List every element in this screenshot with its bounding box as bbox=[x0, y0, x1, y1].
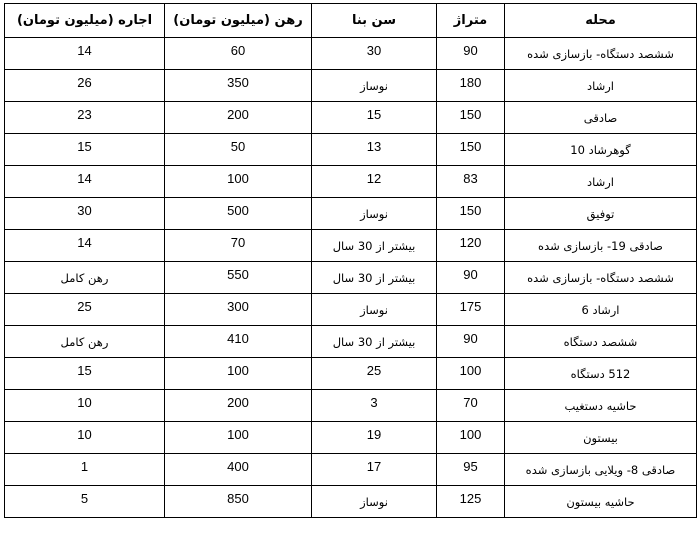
cell-neighborhood: صادقی 8- ویلایی بازسازی شده bbox=[505, 454, 697, 486]
cell-deposit: 350 bbox=[165, 70, 312, 102]
cell-building-age: نوساز bbox=[312, 294, 437, 326]
table-body bbox=[5, 38, 697, 518]
cell-neighborhood: حاشیه دستغیب bbox=[505, 390, 697, 422]
cell-neighborhood: صادقی bbox=[505, 102, 697, 134]
cell-building-age: 13 bbox=[312, 134, 437, 166]
cell-neighborhood: ششصد دستگاه bbox=[505, 326, 697, 358]
cell-neighborhood: بیستون bbox=[505, 422, 697, 454]
table-row bbox=[5, 294, 697, 326]
cell-rent: 5 bbox=[5, 486, 165, 518]
cell-area: 150 bbox=[437, 198, 505, 230]
cell-building-age: 19 bbox=[312, 422, 437, 454]
header-area: متراژ bbox=[437, 4, 505, 38]
cell-area: 90 bbox=[437, 262, 505, 294]
cell-neighborhood: ارشاد bbox=[505, 166, 697, 198]
cell-area: 150 bbox=[437, 134, 505, 166]
cell-neighborhood: ارشاد bbox=[505, 70, 697, 102]
cell-building-age: 15 bbox=[312, 102, 437, 134]
header-building-age: سن بنا bbox=[312, 4, 437, 38]
cell-neighborhood: گوهرشاد 10 bbox=[505, 134, 697, 166]
table-row bbox=[5, 230, 697, 262]
table-row bbox=[5, 358, 697, 390]
cell-rent: 14 bbox=[5, 38, 165, 70]
table-row bbox=[5, 166, 697, 198]
cell-building-age: 17 bbox=[312, 454, 437, 486]
cell-area: 150 bbox=[437, 102, 505, 134]
table-row bbox=[5, 102, 697, 134]
cell-deposit: 400 bbox=[165, 454, 312, 486]
cell-rent: رهن کامل bbox=[5, 326, 165, 358]
cell-neighborhood: صادقی 19- بازسازی شده bbox=[505, 230, 697, 262]
cell-deposit: 100 bbox=[165, 166, 312, 198]
cell-building-age: بیشتر از 30 سال bbox=[312, 326, 437, 358]
cell-area: 100 bbox=[437, 422, 505, 454]
cell-neighborhood: ارشاد 6 bbox=[505, 294, 697, 326]
table-row bbox=[5, 262, 697, 294]
rental-listings-table bbox=[4, 3, 697, 518]
table-row bbox=[5, 326, 697, 358]
cell-neighborhood: ششصد دستگاه- بازسازی شده bbox=[505, 262, 697, 294]
cell-neighborhood: ششصد دستگاه- بازسازی شده bbox=[505, 38, 697, 70]
cell-deposit: 300 bbox=[165, 294, 312, 326]
cell-building-age: نوساز bbox=[312, 198, 437, 230]
cell-building-age: 12 bbox=[312, 166, 437, 198]
cell-deposit: 500 bbox=[165, 198, 312, 230]
cell-area: 90 bbox=[437, 38, 505, 70]
cell-neighborhood: 512 دستگاه bbox=[505, 358, 697, 390]
table-row bbox=[5, 38, 697, 70]
cell-deposit: 850 bbox=[165, 486, 312, 518]
table-row bbox=[5, 70, 697, 102]
cell-rent: 14 bbox=[5, 230, 165, 262]
header-row bbox=[5, 4, 697, 38]
table-row bbox=[5, 486, 697, 518]
cell-rent: رهن کامل bbox=[5, 262, 165, 294]
header-rent: اجاره (میلیون تومان) bbox=[5, 4, 165, 38]
table-row bbox=[5, 390, 697, 422]
cell-area: 70 bbox=[437, 390, 505, 422]
cell-area: 175 bbox=[437, 294, 505, 326]
cell-area: 90 bbox=[437, 326, 505, 358]
cell-building-age: نوساز bbox=[312, 70, 437, 102]
cell-area: 120 bbox=[437, 230, 505, 262]
cell-rent: 10 bbox=[5, 390, 165, 422]
cell-deposit: 100 bbox=[165, 358, 312, 390]
cell-building-age: 3 bbox=[312, 390, 437, 422]
cell-rent: 15 bbox=[5, 358, 165, 390]
table-row bbox=[5, 198, 697, 230]
cell-rent: 15 bbox=[5, 134, 165, 166]
cell-area: 95 bbox=[437, 454, 505, 486]
cell-rent: 1 bbox=[5, 454, 165, 486]
cell-rent: 14 bbox=[5, 166, 165, 198]
cell-building-age: 25 bbox=[312, 358, 437, 390]
cell-deposit: 410 bbox=[165, 326, 312, 358]
cell-deposit: 200 bbox=[165, 102, 312, 134]
cell-deposit: 70 bbox=[165, 230, 312, 262]
cell-area: 180 bbox=[437, 70, 505, 102]
cell-area: 83 bbox=[437, 166, 505, 198]
cell-building-age: نوساز bbox=[312, 486, 437, 518]
header-deposit: رهن (میلیون تومان) bbox=[165, 4, 312, 38]
table-row bbox=[5, 134, 697, 166]
cell-building-age: بیشتر از 30 سال bbox=[312, 262, 437, 294]
cell-deposit: 50 bbox=[165, 134, 312, 166]
cell-area: 125 bbox=[437, 486, 505, 518]
cell-deposit: 60 bbox=[165, 38, 312, 70]
cell-neighborhood: توفیق bbox=[505, 198, 697, 230]
cell-neighborhood: حاشیه بیستون bbox=[505, 486, 697, 518]
cell-building-age: بیشتر از 30 سال bbox=[312, 230, 437, 262]
cell-deposit: 100 bbox=[165, 422, 312, 454]
header-neighborhood: محله bbox=[505, 4, 697, 38]
cell-rent: 26 bbox=[5, 70, 165, 102]
cell-rent: 23 bbox=[5, 102, 165, 134]
cell-area: 100 bbox=[437, 358, 505, 390]
rental-listings-table-container bbox=[4, 3, 696, 518]
cell-rent: 10 bbox=[5, 422, 165, 454]
cell-deposit: 550 bbox=[165, 262, 312, 294]
cell-building-age: 30 bbox=[312, 38, 437, 70]
cell-rent: 30 bbox=[5, 198, 165, 230]
cell-deposit: 200 bbox=[165, 390, 312, 422]
cell-rent: 25 bbox=[5, 294, 165, 326]
table-row bbox=[5, 454, 697, 486]
table-row bbox=[5, 422, 697, 454]
